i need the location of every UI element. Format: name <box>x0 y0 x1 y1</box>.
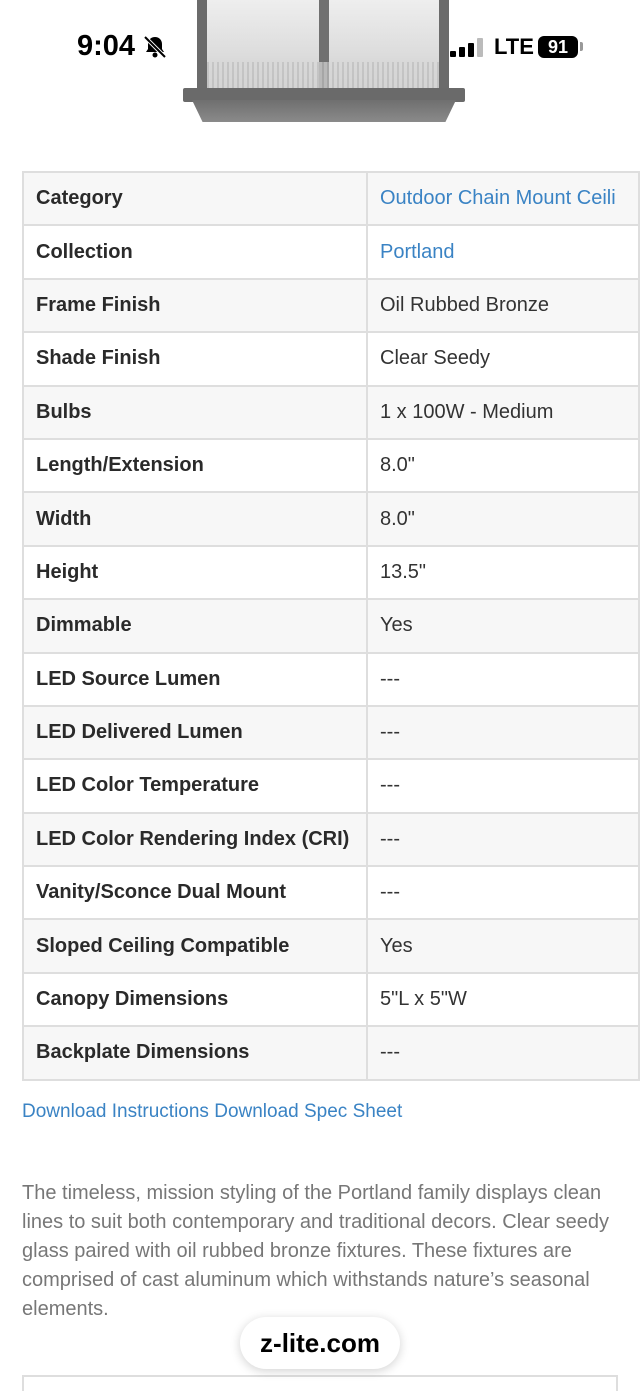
lantern-base <box>183 88 465 102</box>
spec-label: LED Color Temperature <box>23 759 367 812</box>
spec-row <box>23 439 639 492</box>
spec-label: Width <box>23 492 367 545</box>
spec-row <box>23 973 639 1026</box>
spec-row <box>23 653 639 706</box>
spec-value: --- <box>367 813 639 866</box>
bell-slash-icon <box>142 34 168 60</box>
spec-row <box>23 813 639 866</box>
spec-table <box>22 171 640 1081</box>
spec-row <box>23 706 639 759</box>
spec-value: --- <box>367 866 639 919</box>
spec-label: LED Color Rendering Index (CRI) <box>23 813 367 866</box>
lantern-foot <box>192 100 456 122</box>
spec-value: Yes <box>367 599 639 652</box>
spec-row <box>23 386 639 439</box>
next-section-box <box>22 1375 618 1391</box>
spec-label: LED Delivered Lumen <box>23 706 367 759</box>
spec-value: 1 x 100W - Medium <box>367 386 639 439</box>
download-spec-sheet-link[interactable]: Download Spec Sheet <box>214 1101 403 1122</box>
signal-bars-icon <box>450 37 484 57</box>
spec-value-link[interactable]: Portland <box>367 225 639 278</box>
spec-label: Vanity/Sconce Dual Mount <box>23 866 367 919</box>
spec-row <box>23 492 639 545</box>
spec-value: 13.5" <box>367 546 639 599</box>
spec-label: Length/Extension <box>23 439 367 492</box>
spec-row <box>23 332 639 385</box>
spec-row <box>23 599 639 652</box>
spec-label: Canopy Dimensions <box>23 973 367 1026</box>
spec-row <box>23 546 639 599</box>
lantern-glass <box>197 0 449 92</box>
status-time: 9:04 <box>77 30 136 62</box>
spec-label: Collection <box>23 225 367 278</box>
spec-label: Backplate Dimensions <box>23 1026 367 1079</box>
spec-label: Category <box>23 172 367 225</box>
download-links <box>22 1101 402 1123</box>
spec-value: Oil Rubbed Bronze <box>367 279 639 332</box>
product-description: The timeless, mission styling of the Portland family displays clean lines to suit both contemporary and traditional decors. Clear seedy glass paired with oil rubbed bronze fixtures. These fixtures are comprised of cast aluminum which withstands nature’s seasonal elements. <box>22 1182 609 1320</box>
spec-value: --- <box>367 706 639 759</box>
spec-value: 8.0" <box>367 492 639 545</box>
spec-label: Sloped Ceiling Compatible <box>23 919 367 972</box>
spec-row <box>23 1026 639 1079</box>
spec-row <box>23 759 639 812</box>
spec-value: --- <box>367 1026 639 1079</box>
spec-value: Yes <box>367 919 639 972</box>
spec-label: Bulbs <box>23 386 367 439</box>
spec-value: Clear Seedy <box>367 332 639 385</box>
spec-label: LED Source Lumen <box>23 653 367 706</box>
spec-value: 8.0" <box>367 439 639 492</box>
address-bar[interactable]: z-lite.com <box>240 1317 400 1369</box>
download-instructions-link[interactable]: Download Instructions <box>22 1101 209 1122</box>
spec-row <box>23 866 639 919</box>
spec-row <box>23 279 639 332</box>
product-image <box>0 0 640 150</box>
spec-value-link[interactable]: Outdoor Chain Mount Ceili <box>367 172 639 225</box>
battery-icon: 91 <box>538 36 578 58</box>
spec-label: Height <box>23 546 367 599</box>
spec-row <box>23 919 639 972</box>
spec-value: --- <box>367 759 639 812</box>
network-type: LTE <box>494 34 534 59</box>
battery-nub <box>580 42 583 51</box>
spec-label: Frame Finish <box>23 279 367 332</box>
spec-row <box>23 225 639 278</box>
spec-value: 5"L x 5"W <box>367 973 639 1026</box>
spec-label: Dimmable <box>23 599 367 652</box>
spec-label: Shade Finish <box>23 332 367 385</box>
spec-value: --- <box>367 653 639 706</box>
spec-row <box>23 172 639 225</box>
